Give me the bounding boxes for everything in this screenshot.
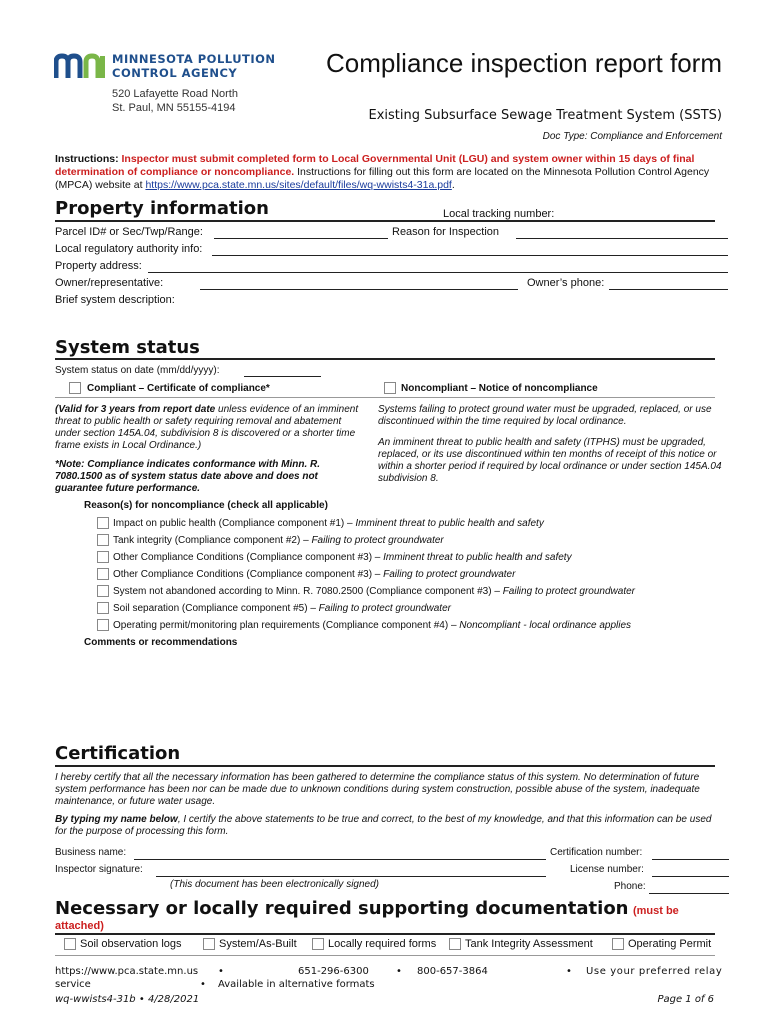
inspector-field[interactable] [156, 876, 546, 877]
reason-checkbox-3[interactable] [97, 551, 109, 563]
footer-bullet-4: • [200, 979, 206, 990]
doc-item-local-forms: Locally required forms [328, 938, 437, 950]
valid-bold: (Valid for 3 years from report date [55, 404, 216, 415]
footer-date: 4/28/2021 [147, 994, 200, 1005]
reason-label: Tank integrity (Compliance component #2) – [113, 535, 309, 546]
reason-field[interactable] [516, 238, 728, 239]
reason-checkbox-1[interactable] [97, 517, 109, 529]
footer-service: service [55, 979, 91, 990]
instructions-link[interactable]: https://www.pca.state.mn.us/sites/default/files/wq-wwists4-31a.pdf [145, 179, 452, 191]
valid-note [55, 404, 367, 452]
footer-relay: Use your preferred relay [586, 966, 723, 977]
agency-logo [54, 52, 108, 80]
reason-note: Failing to protect groundwater [502, 586, 635, 597]
authority-field[interactable] [212, 255, 728, 256]
certification-para2-text: , I certify the above statements to be true and correct, to the best of my knowledge, and that this information can be used for the purpose of processing this form. [55, 814, 712, 837]
inspector-label: Inspector signature: [55, 864, 143, 875]
license-label: License number: [570, 864, 644, 875]
reason-checkbox-4[interactable] [97, 568, 109, 580]
cert-number-field[interactable] [652, 859, 729, 860]
instructions-text: Instructions for filling out this form are located on the Minnesota Pollution Control Agency (MPCA) website at [55, 166, 710, 191]
doc-item-tank: Tank Integrity Assessment [465, 938, 593, 950]
reason-item-7 [113, 620, 631, 631]
reason-note: Failing to protect groundwater [318, 603, 451, 614]
footer-bullet-5: • [138, 994, 145, 1005]
cert-number-label: Certification number: [550, 847, 643, 858]
license-field[interactable] [652, 876, 729, 877]
reason-item-3 [113, 552, 572, 563]
property-heading: Property information [55, 198, 269, 219]
compliant-checkbox[interactable] [69, 382, 81, 394]
compliant-label: Compliant – Certificate of compliance* [87, 383, 270, 394]
owner-phone-field[interactable] [609, 289, 728, 290]
docs-must: (must be [632, 905, 679, 917]
reasons-heading: Reason(s) for noncompliance (check all applicable) [84, 500, 328, 511]
doc-item-asbuilt: System/As-Built [219, 938, 297, 950]
owner-field[interactable] [200, 289, 518, 290]
status-date-field[interactable] [244, 376, 321, 377]
docs-rule [55, 933, 715, 935]
reason-label: Other Compliance Conditions (Compliance component #3) – [113, 552, 381, 563]
valid-text: unless evidence of an imminent threat to public health or safety requiring removal and abatement under section 145A.04, subdivision 8 is discovered or a shorter time frame exists in Local Ordinance.) [55, 404, 359, 451]
reason-label: Impact on public health (Compliance component #1) – [113, 518, 353, 529]
docs-heading: Necessary or locally required supporting documentation [55, 898, 629, 919]
certification-heading: Certification [55, 743, 181, 764]
certification-rule [55, 765, 715, 767]
parcel-label: Parcel ID# or Sec/Twp/Range: [55, 226, 203, 238]
docs-attached: attached) [55, 920, 104, 932]
doc-checkbox-asbuilt[interactable] [203, 938, 215, 950]
doc-checkbox-soil[interactable] [64, 938, 76, 950]
reason-label: Other Compliance Conditions (Compliance component #3) – [113, 569, 381, 580]
footer-alt-formats: Available in alternative formats [218, 979, 375, 990]
reason-item-5 [113, 586, 635, 597]
agency-address2: St. Paul, MN 55155-4194 [112, 102, 236, 114]
footer-docid-text: wq-wwists4-31b [55, 994, 136, 1005]
tracking-label: Local tracking number: [443, 208, 555, 220]
parcel-field[interactable] [214, 238, 388, 239]
agency-name-line2: CONTROL AGENCY [112, 66, 238, 80]
cert-phone-field[interactable] [649, 893, 729, 894]
noncompliant-checkbox[interactable] [384, 382, 396, 394]
docs-heading-block [55, 898, 735, 919]
reason-label: Operating permit/monitoring plan requirements (Compliance component #4) – [113, 620, 457, 631]
footer-url: https://www.pca.state.mn.us [55, 966, 199, 977]
compliance-note: *Note: Compliance indicates conformance with Minn. R. 7080.1500 as of system status date above and does not guarantee future performance. [55, 459, 321, 494]
reason-checkbox-6[interactable] [97, 602, 109, 614]
status-heading: System status [55, 337, 200, 358]
reason-note: Failing to protect groundwater [311, 535, 444, 546]
reason-label: Soil separation (Compliance component #5) – [113, 603, 316, 614]
reason-label: Reason for Inspection [392, 226, 500, 238]
owner-label: Owner/representative: [55, 277, 164, 289]
reason-note: Failing to protect groundwater [383, 569, 516, 580]
footer-phone2: 800-657-3864 [417, 966, 488, 977]
itphs-note: An imminent threat to public health and safety (ITPHS) must be upgraded, replaced, or its use discontinued within ten months of receipt of this notice or within a shorter period if required by local ordinance or under section 145A.04 subdivision 8. [378, 437, 722, 484]
footer-bullet-2: • [396, 966, 402, 977]
description-label: Brief system description: [55, 294, 175, 306]
reason-item-2 [113, 535, 444, 546]
cert-phone-label: Phone: [614, 881, 646, 892]
reason-note: Imminent threat to public health and safety [383, 552, 572, 563]
certification-para2-bold: By typing my name below [55, 814, 178, 825]
authority-label: Local regulatory authority info: [55, 243, 203, 255]
page-subtitle: Existing Subsurface Sewage Treatment System (SSTS) [368, 108, 722, 123]
business-label: Business name: [55, 847, 127, 858]
address-field[interactable] [148, 272, 728, 273]
reason-note: Noncompliant - local ordinance applies [459, 620, 632, 631]
property-rule [55, 220, 715, 222]
footer-bullet-3: • [566, 966, 572, 977]
address-label: Property address: [55, 260, 142, 272]
page-title: Compliance inspection report form [326, 48, 722, 78]
doc-checkbox-local-forms[interactable] [312, 938, 324, 950]
doc-checkbox-tank[interactable] [449, 938, 461, 950]
failing-note: Systems failing to protect ground water must be upgraded, replaced, or use discontinued within the time required by local ordinance. [378, 404, 712, 427]
reason-item-6 [113, 603, 451, 614]
instructions-red: Inspector must submit completed form to Local Governmental Unit (LGU) and system owner within 15 days of final determination of compliance or noncompliance. [55, 153, 695, 178]
doc-checkbox-permit[interactable] [612, 938, 624, 950]
reason-checkbox-2[interactable] [97, 534, 109, 546]
footer-docid [55, 994, 199, 1005]
footer-phone1: 651-296-6300 [298, 966, 369, 977]
certification-para1: I hereby certify that all the necessary information has been gathered to determine the compliance status of this system. No determination of future system performance has been nor can be made due to unknown conditions during system construction, possible abuse of the system, inadequate maintenance, or future water usage. [55, 772, 700, 807]
instructions-label: Instructions: [55, 153, 119, 165]
agency-name-line1: MINNESOTA POLLUTION [112, 52, 276, 66]
doc-type: Doc Type: Compliance and Enforcement [542, 131, 722, 142]
doc-item-soil: Soil observation logs [80, 938, 182, 950]
noncompliant-label: Noncompliant – Notice of noncompliance [401, 383, 598, 394]
reason-item-1 [113, 518, 544, 529]
footer-bullet-1: • [218, 966, 224, 977]
agency-address1: 520 Lafayette Road North [112, 88, 238, 100]
owner-phone-label: Owner’s phone: [527, 277, 605, 289]
reason-item-4 [113, 569, 515, 580]
comments-label: Comments or recommendations [84, 637, 238, 648]
business-field[interactable] [134, 859, 546, 860]
reason-note: Imminent threat to public health and safety [355, 518, 544, 529]
certification-para2 [55, 814, 723, 838]
status-divider [55, 397, 715, 398]
status-date-label: System status on date (mm/dd/yyyy): [55, 365, 220, 376]
reason-label: System not abandoned according to Minn. R. 7080.2500 (Compliance component #3) – [113, 586, 500, 597]
reason-checkbox-5[interactable] [97, 585, 109, 597]
reason-checkbox-7[interactable] [97, 619, 109, 631]
instructions: Instructions: Inspector must submit completed form to Local Governmental Unit (LGU) and system owner within 15 days of final determination of compliance or noncompliance. Instructions for filling out this form are located on the Minnesota Pollution Control Agency (MPCA) website at https://www.pca.state.mn.us/sites/default/files/wq-wwists4-31a.pdf. [55, 153, 710, 191]
esigned-note: (This document has been electronically signed) [170, 879, 379, 890]
footer-page: Page 1 of 6 [657, 994, 714, 1005]
doc-item-permit: Operating Permit [628, 938, 712, 950]
docs-bottom-rule [55, 955, 715, 956]
status-rule [55, 358, 715, 360]
